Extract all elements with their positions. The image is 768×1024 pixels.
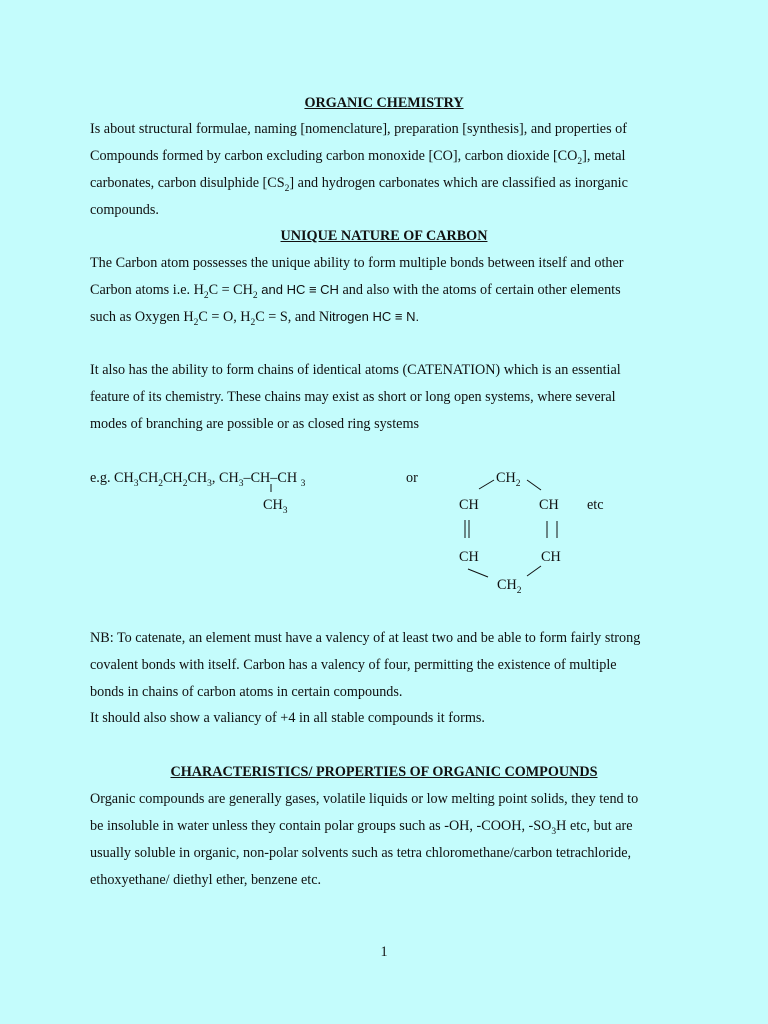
title-organic-chemistry: ORGANIC CHEMISTRY bbox=[304, 95, 464, 111]
properties-line-2: be insoluble in water unless they contain polar groups such as -OH, -COOH, $-SO_3H$ etc, but are bbox=[90, 818, 633, 837]
nb-line-2: covalent bonds with itself. Carbon has a valency of four, permitting the existence of multiple bbox=[90, 657, 617, 673]
ring-lower-right-ch: CH bbox=[541, 549, 561, 565]
unique-line-3: such as Oxygen $H_2C = O$, $H_2C = S$, and Nitrogen HC ≡ N. bbox=[90, 309, 420, 328]
nb-line-3: bonds in chains of carbon atoms in certain compounds. bbox=[90, 684, 403, 700]
properties-line-3: usually soluble in organic, non-polar solvents such as tetra chloromethane/carbon tetrachloride, bbox=[90, 845, 632, 861]
properties-line-4: ethoxyethane/ diethyl ether, benzene etc. bbox=[90, 872, 322, 888]
nb-line-4: It should also show a valiancy of +4 in all stable compounds it forms. bbox=[90, 710, 485, 726]
properties-line-1: Organic compounds are generally gases, volatile liquids or low melting point solids, they tend to bbox=[90, 791, 639, 807]
catenation-line-3: modes of branching are possible or as closed ring systems bbox=[90, 416, 420, 432]
page-number: 1 bbox=[380, 944, 388, 960]
example-branch-methyl: $CH_3$ bbox=[263, 497, 288, 516]
catenation-line-2: feature of its chemistry. These chains may exist as short or long open systems, where several bbox=[90, 389, 616, 405]
ring-bond-top-left bbox=[479, 480, 494, 489]
unique-line-1: The Carbon atom possesses the unique ability to form multiple bonds between itself and other bbox=[90, 255, 624, 271]
unique-line-2: Carbon atoms i.e. $H_2C = CH_2$ and HC ≡ CH and also with the atoms of certain other elements bbox=[90, 282, 621, 301]
nb-line-1: NB: To catenate, an element must have a valency of at least two and be able to form fairly strong bbox=[90, 630, 641, 646]
example-or: or bbox=[406, 470, 418, 486]
ring-bond-bottom-left bbox=[468, 569, 488, 577]
intro-line-2: Compounds formed by carbon excluding carbon monoxide [CO], carbon dioxide $[CO_2]$, metal bbox=[90, 148, 626, 167]
example-chain-formulas: e.g. $CH_3CH_2CH_2CH_3$, $CH_3-CH-CH$ $_3$ bbox=[90, 470, 306, 489]
ring-upper-left-ch: CH bbox=[459, 497, 479, 513]
heading-characteristics: CHARACTERISTICS/ PROPERTIES OF ORGANIC COMPOUNDS bbox=[170, 764, 598, 780]
catenation-line-1: It also has the ability to form chains of identical atoms (CATENATION) which is an essential bbox=[90, 362, 621, 378]
ring-bond-top-right bbox=[527, 480, 541, 490]
intro-line-3: carbonates, carbon disulphide $[CS_2]$ and hydrogen carbonates which are classified as inorganic bbox=[90, 175, 628, 194]
ring-lower-left-ch: CH bbox=[459, 549, 479, 565]
ring-top-ch2: $CH_2$ bbox=[496, 470, 521, 489]
intro-line-1: Is about structural formulae, naming [nomenclature], preparation [synthesis], and properties of bbox=[90, 121, 627, 137]
ring-upper-right-ch: CH bbox=[539, 497, 559, 513]
intro-line-4: compounds. bbox=[90, 202, 159, 218]
example-etc: etc bbox=[587, 497, 604, 513]
ring-bottom-ch2: $CH_2$ bbox=[497, 577, 522, 596]
ring-bond-bottom-right bbox=[527, 566, 541, 576]
heading-unique-nature: UNIQUE NATURE OF CARBON bbox=[280, 228, 488, 244]
